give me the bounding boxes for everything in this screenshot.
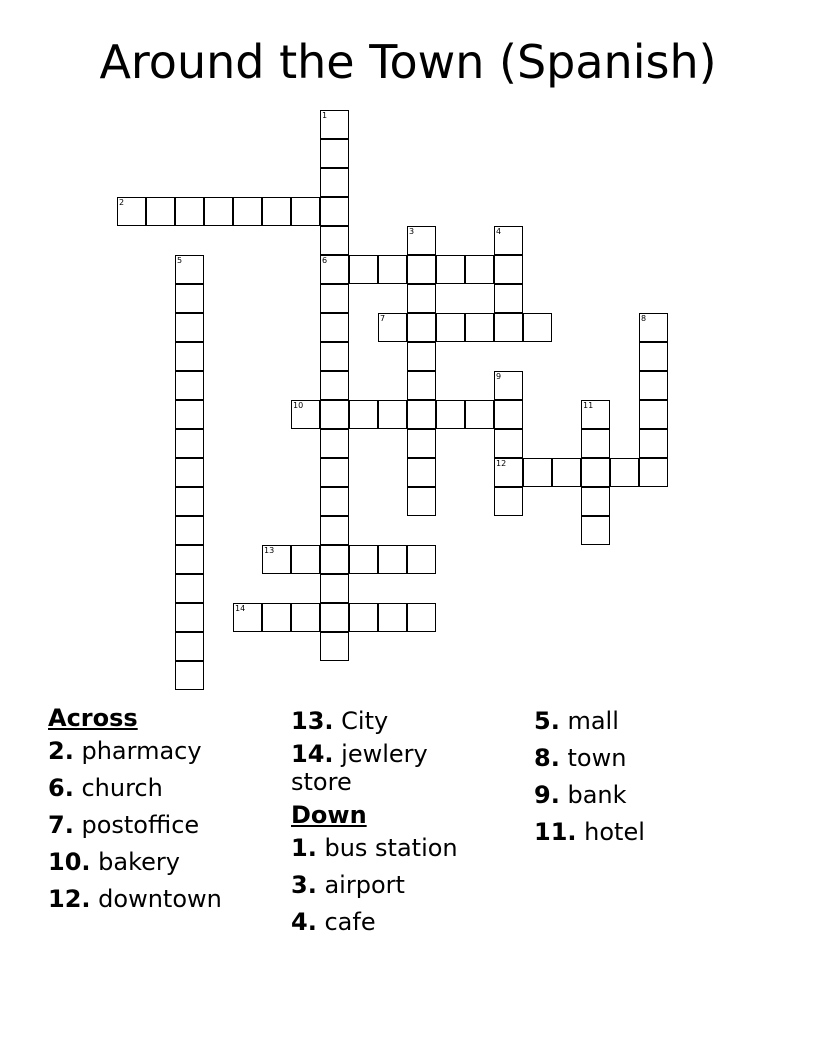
grid-cell[interactable] — [494, 313, 523, 342]
grid-cell[interactable] — [175, 632, 204, 661]
grid-cell[interactable] — [465, 313, 494, 342]
clue-across-2 — [48, 733, 278, 770]
grid-cell[interactable] — [407, 400, 436, 429]
clue-number: 6. — [48, 774, 74, 802]
grid-cell[interactable] — [320, 574, 349, 603]
grid-cell[interactable] — [407, 545, 436, 574]
clue-text: postoffice — [81, 811, 200, 839]
cell-number: 1 — [322, 111, 328, 120]
clue-column-2 — [291, 703, 521, 941]
grid-cell[interactable] — [378, 313, 407, 342]
grid-cell[interactable] — [639, 458, 668, 487]
clue-number: 8. — [534, 744, 560, 772]
clue-down-3 — [291, 867, 521, 904]
grid-cell[interactable] — [175, 284, 204, 313]
clue-down-11 — [534, 814, 764, 851]
grid-cell[interactable] — [523, 458, 552, 487]
grid-cell[interactable] — [175, 545, 204, 574]
grid-cell[interactable] — [175, 661, 204, 690]
grid-cell[interactable] — [320, 168, 349, 197]
grid-cell[interactable] — [204, 197, 233, 226]
grid-cell[interactable] — [175, 487, 204, 516]
cell-number: 7 — [380, 314, 386, 323]
clue-text: jewlery store — [291, 740, 428, 796]
grid-cell[interactable] — [175, 342, 204, 371]
grid-cell[interactable] — [349, 545, 378, 574]
clue-text: pharmacy — [81, 737, 202, 765]
clue-text: airport — [324, 871, 405, 899]
cell-number: 13 — [264, 546, 275, 555]
grid-cell[interactable] — [494, 429, 523, 458]
clue-number: 14. — [291, 740, 334, 768]
cell-number: 3 — [409, 227, 415, 236]
grid-cell[interactable] — [639, 400, 668, 429]
grid-cell[interactable] — [291, 603, 320, 632]
cell-number: 5 — [177, 256, 183, 265]
grid-cell[interactable] — [291, 197, 320, 226]
grid-cell[interactable] — [465, 255, 494, 284]
grid-cell[interactable] — [436, 313, 465, 342]
grid-cell[interactable] — [175, 371, 204, 400]
grid-cell[interactable] — [407, 603, 436, 632]
clue-text: downtown — [98, 885, 222, 913]
grid-cell[interactable] — [378, 400, 407, 429]
grid-cell[interactable] — [175, 313, 204, 342]
grid-cell[interactable] — [581, 487, 610, 516]
grid-cell[interactable] — [320, 458, 349, 487]
grid-cell[interactable] — [494, 458, 523, 487]
clue-down-8 — [534, 740, 764, 777]
grid-cell[interactable] — [523, 313, 552, 342]
grid-cell[interactable] — [407, 226, 436, 255]
grid-cell[interactable] — [175, 458, 204, 487]
grid-cell[interactable] — [175, 516, 204, 545]
grid-cell[interactable] — [378, 545, 407, 574]
clue-text: City — [341, 707, 389, 735]
grid-cell[interactable] — [639, 371, 668, 400]
clue-text: town — [567, 744, 627, 772]
cell-number: 10 — [293, 401, 304, 410]
clue-text: church — [81, 774, 163, 802]
grid-cell[interactable] — [175, 197, 204, 226]
cell-number: 8 — [641, 314, 647, 323]
grid-cell[interactable] — [407, 487, 436, 516]
cell-number: 14 — [235, 604, 246, 613]
clue-down-9 — [534, 777, 764, 814]
grid-cell[interactable] — [233, 197, 262, 226]
clue-down-1 — [291, 830, 521, 867]
grid-cell[interactable] — [494, 487, 523, 516]
grid-cell[interactable] — [291, 545, 320, 574]
clue-text: mall — [567, 707, 619, 735]
grid-cell[interactable] — [494, 400, 523, 429]
across-heading: Across — [48, 704, 138, 732]
puzzle-title: Around the Town (Spanish) — [99, 35, 717, 89]
grid-cell[interactable] — [291, 400, 320, 429]
grid-cell[interactable] — [581, 516, 610, 545]
cell-number: 4 — [496, 227, 502, 236]
grid-cell[interactable] — [581, 429, 610, 458]
cell-number: 6 — [322, 256, 328, 265]
grid-cell[interactable] — [378, 603, 407, 632]
grid-cell[interactable] — [175, 400, 204, 429]
clue-across-13 — [291, 703, 521, 740]
clue-text: bank — [567, 781, 627, 809]
grid-cell[interactable] — [639, 342, 668, 371]
clue-text: bus station — [324, 834, 458, 862]
clue-number: 1. — [291, 834, 317, 862]
cell-number: 11 — [583, 401, 594, 410]
grid-cell[interactable] — [407, 255, 436, 284]
clue-number: 7. — [48, 811, 74, 839]
grid-cell[interactable] — [610, 458, 639, 487]
grid-cell[interactable] — [552, 458, 581, 487]
grid-cell[interactable] — [320, 197, 349, 226]
grid-cell[interactable] — [639, 313, 668, 342]
clue-across-7 — [48, 807, 278, 844]
grid-cell[interactable] — [320, 516, 349, 545]
grid-cell[interactable] — [320, 371, 349, 400]
cell-number: 2 — [119, 198, 125, 207]
grid-cell[interactable] — [320, 632, 349, 661]
clue-down-5 — [534, 703, 764, 740]
grid-cell[interactable] — [465, 400, 494, 429]
clue-number: 9. — [534, 781, 560, 809]
grid-cell[interactable] — [407, 313, 436, 342]
grid-cell[interactable] — [320, 139, 349, 168]
grid-cell[interactable] — [581, 400, 610, 429]
grid-cell[interactable] — [146, 197, 175, 226]
clue-number: 11. — [534, 818, 577, 846]
clue-across-6 — [48, 770, 278, 807]
grid-cell[interactable] — [407, 371, 436, 400]
grid-cell[interactable] — [494, 284, 523, 313]
clue-text: hotel — [584, 818, 645, 846]
down-heading: Down — [291, 801, 367, 829]
clue-number: 4. — [291, 908, 317, 936]
grid-cell[interactable] — [320, 110, 349, 139]
grid-cell[interactable] — [494, 255, 523, 284]
grid-cell[interactable] — [349, 255, 378, 284]
grid-cell[interactable] — [175, 574, 204, 603]
grid-cell[interactable] — [320, 313, 349, 342]
grid-cell[interactable] — [320, 342, 349, 371]
grid-cell[interactable] — [175, 603, 204, 632]
grid-cell[interactable] — [262, 545, 291, 574]
clue-column-1 — [48, 703, 278, 918]
grid-cell[interactable] — [349, 603, 378, 632]
clue-number: 13. — [291, 707, 334, 735]
clue-number: 5. — [534, 707, 560, 735]
clue-number: 10. — [48, 848, 91, 876]
grid-cell[interactable] — [320, 487, 349, 516]
clue-down-4 — [291, 904, 521, 941]
clue-number: 2. — [48, 737, 74, 765]
grid-cell[interactable] — [320, 284, 349, 313]
clue-across-14 — [291, 740, 461, 796]
grid-cell[interactable] — [378, 255, 407, 284]
grid-cell[interactable] — [494, 226, 523, 255]
clue-column-3 — [534, 703, 764, 851]
grid-cell[interactable] — [262, 197, 291, 226]
grid-cell[interactable] — [233, 603, 262, 632]
cell-number: 12 — [496, 459, 507, 468]
clue-number: 12. — [48, 885, 91, 913]
grid-cell[interactable] — [320, 429, 349, 458]
grid-cell[interactable] — [262, 603, 291, 632]
clue-text: cafe — [324, 908, 376, 936]
clue-across-10 — [48, 844, 278, 881]
grid-cell[interactable] — [320, 255, 349, 284]
grid-cell[interactable] — [117, 197, 146, 226]
grid-cell[interactable] — [581, 458, 610, 487]
cell-number: 9 — [496, 372, 502, 381]
grid-cell[interactable] — [639, 429, 668, 458]
grid-cell[interactable] — [349, 400, 378, 429]
grid-cell[interactable] — [436, 255, 465, 284]
grid-cell[interactable] — [320, 226, 349, 255]
clue-number: 3. — [291, 871, 317, 899]
grid-cell[interactable] — [436, 400, 465, 429]
grid-cell[interactable] — [407, 342, 436, 371]
grid-cell[interactable] — [407, 458, 436, 487]
grid-cell[interactable] — [407, 429, 436, 458]
grid-cell[interactable] — [320, 545, 349, 574]
grid-cell[interactable] — [175, 429, 204, 458]
clue-across-12 — [48, 881, 278, 918]
grid-cell[interactable] — [320, 400, 349, 429]
grid-cell[interactable] — [175, 255, 204, 284]
grid-cell[interactable] — [494, 371, 523, 400]
clue-text: bakery — [98, 848, 180, 876]
grid-cell[interactable] — [320, 603, 349, 632]
grid-cell[interactable] — [407, 284, 436, 313]
